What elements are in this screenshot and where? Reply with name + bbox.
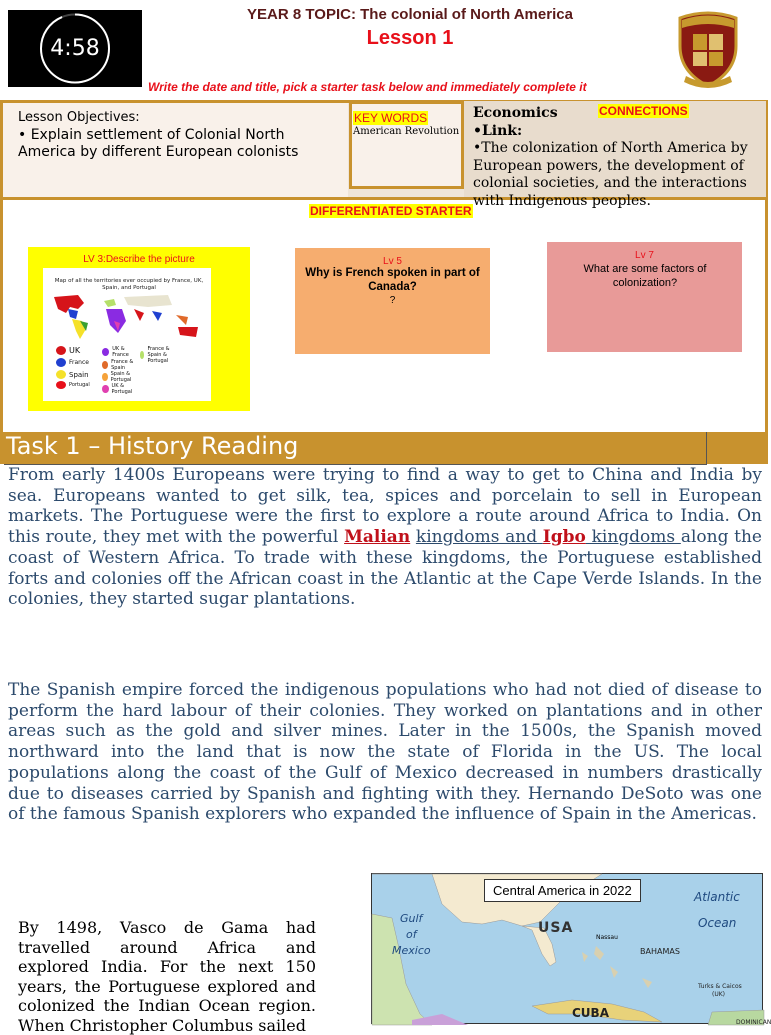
world-map-icon	[48, 291, 208, 341]
instruction-text: Write the date and title, pick a starter task below and immediately complete it	[148, 80, 587, 94]
keywords-title: KEY WORDS	[354, 111, 428, 125]
connections-subject: Economics	[473, 105, 558, 121]
legend-item-france-spain-portugal: France & Spain & Portugal	[140, 346, 184, 364]
label-dominican: DOMINICAN	[736, 1019, 771, 1026]
label-nassau: Nassau	[596, 934, 618, 941]
label-ocean: Ocean	[698, 916, 737, 930]
lesson-title: Lesson 1	[366, 27, 454, 49]
legend-dot-icon	[102, 361, 108, 369]
task-title: Task 1 – History Reading	[6, 432, 299, 460]
connections-title: CONNECTIONS	[599, 104, 688, 118]
legend-dot-icon	[140, 351, 144, 359]
central-america-map	[371, 873, 771, 1026]
card-lv5-question: Why is French spoken in part of Canada?	[305, 267, 480, 293]
map-caption: Map of all the territories ever occupied by France, UK, Spain, and Portugal	[54, 278, 204, 291]
label-of: of	[406, 928, 417, 941]
map-title: Central America in 2022	[484, 879, 641, 902]
timer-value: 4:58	[50, 36, 100, 61]
link-label: •Link:	[473, 123, 523, 139]
legend-dot-icon	[102, 348, 109, 356]
legend-dot-icon	[56, 381, 66, 389]
reading-paragraph-3: By 1498, Vasco de Gama had travelled around Africa and explored India. For the next 150 years, the Portuguese explored and colonized the Indian Ocean region. When Christopher Columbus sailed	[18, 918, 316, 1035]
legend-item-uk-france: UK & France	[102, 346, 140, 358]
malian-link[interactable]: Malian	[344, 527, 411, 548]
reading-paragraph-2: The Spanish empire forced the indigenous populations who had not died of disease to perform the hard labour of their colonies. They worked on plantations and in other areas such as the gold and silver mines. Later in the 1500s, the Spanish moved northward into the land that is now the state of Florida in the US. The local populations along the coast of the Gulf of Mexico decreased in numbers drastically due to diseases carried by Spanish and fighting with they. Hernando DeSoto was one of the famous Spanish explorers who expanded the influence of Spain in the Americas.	[8, 680, 762, 825]
legend-item-portugal: Portugal	[56, 381, 90, 389]
legend-item-uk: UK	[56, 346, 80, 355]
keyword-item: American Revolution	[353, 126, 460, 137]
legend-dot-icon	[102, 385, 109, 393]
countdown-timer	[8, 10, 142, 87]
objectives-title: Lesson Objectives:	[18, 110, 140, 125]
label-usa: USA	[538, 920, 574, 936]
starter-title: DIFFERENTIATED STARTER	[310, 204, 472, 218]
legend-dot-icon	[56, 370, 66, 379]
label-gulf: Gulf	[400, 912, 423, 925]
legend-item-france: France	[56, 358, 89, 367]
card-lv7-question: What are some factors of colonization?	[583, 263, 707, 289]
label-mexico: Mexico	[392, 944, 431, 957]
legend-dot-icon	[56, 358, 66, 367]
card-lv5-level: Lv 5	[383, 256, 402, 267]
label-uk: (UK)	[712, 991, 726, 998]
link-text: •The colonization of North America by European powers, the development of colonial societies, and the interactions with Indigenous peoples.	[473, 140, 748, 209]
legend-item-spain-portugal: Spain & Portugal	[102, 371, 140, 383]
label-atlantic: Atlantic	[694, 890, 740, 904]
label-bahamas: BAHAMAS	[640, 947, 680, 956]
school-crest-logo	[676, 8, 740, 92]
legend-dot-icon	[102, 373, 108, 381]
legend-item-france-spain: France & Spain	[102, 359, 140, 371]
igbo-link[interactable]: Igbo	[542, 527, 586, 548]
topic-title: YEAR 8 TOPIC: The colonial of North America	[247, 6, 573, 23]
card-lv3-title: LV 3:Describe the picture	[83, 254, 195, 265]
label-cuba: CUBA	[572, 1006, 609, 1020]
objective-item: • Explain settlement of Colonial North America by different European colonists	[18, 127, 299, 160]
card-lv7-level: Lv 7	[635, 250, 654, 261]
legend-dot-icon	[56, 346, 66, 355]
legend-item-spain: Spain	[56, 370, 89, 379]
reading-paragraph-1: From early 1400s Europeans were trying to find a way to get to China and India by sea. Europeans wanted to get silk, tea, spices and porcelain to sell in European markets. The Portuguese were the first to explore a route around Africa to India. On this route, they met with the powerful Malian kingdoms and Igbo kingdoms along the coast of Western Africa. To trade with these kingdoms, the Portuguese established forts and colonies off the African coast in the Atlantic at the Cape Verde Islands. In the colonies, they started sugar plantations.	[8, 465, 762, 610]
legend-item-uk-portugal: UK & Portugal	[102, 383, 140, 395]
label-turks: Turks & Caicos	[698, 983, 742, 990]
card-lv5-answer: ?	[389, 295, 396, 306]
